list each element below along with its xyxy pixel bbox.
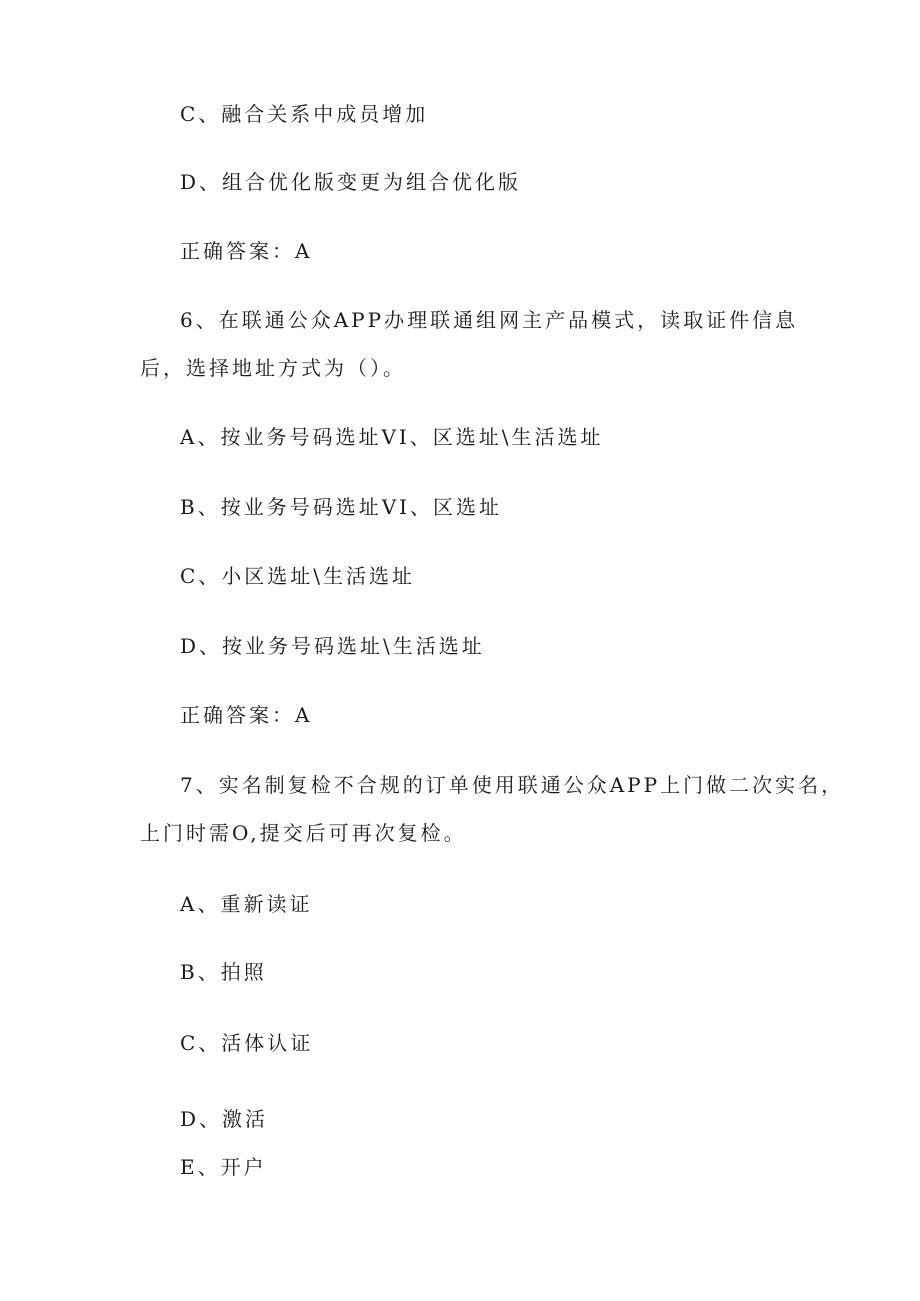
q5-answer: 正确答案：A xyxy=(180,239,313,263)
q6-stem-line1: 6、在联通公众APP办理联通组网主产品模式，读取证件信息 xyxy=(180,308,799,332)
q7-option-b: B、拍照 xyxy=(180,960,267,984)
q7-stem-line1: 7、实名制复检不合规的订单使用联通公众APP上门做二次实名， xyxy=(180,773,845,797)
q7-option-d: D、激活 xyxy=(180,1107,269,1131)
q6-stem-line2: 后，选择地址方式为（）。 xyxy=(140,356,406,380)
q7-option-e: E、开户 xyxy=(180,1155,267,1179)
q7-option-a: A、重新读证 xyxy=(180,892,313,916)
q6-answer: 正确答案：A xyxy=(180,703,313,727)
q6-option-c: C、小区选址\生活选址 xyxy=(180,564,416,588)
q6-option-b: B、按业务号码选址VI、区选址 xyxy=(180,495,503,519)
q7-option-c: C、活体认证 xyxy=(180,1031,314,1055)
q5-option-d: D、组合优化版变更为组合优化版 xyxy=(180,170,522,194)
q6-option-d: D、按业务号码选址\生活选址 xyxy=(180,634,485,658)
q5-option-c: C、融合关系中成员增加 xyxy=(180,102,429,126)
q7-stem-line2: 上门时需O,提交后可再次复检。 xyxy=(140,821,467,845)
q6-option-a: A、按业务号码选址VI、区选址\生活选址 xyxy=(180,425,604,449)
